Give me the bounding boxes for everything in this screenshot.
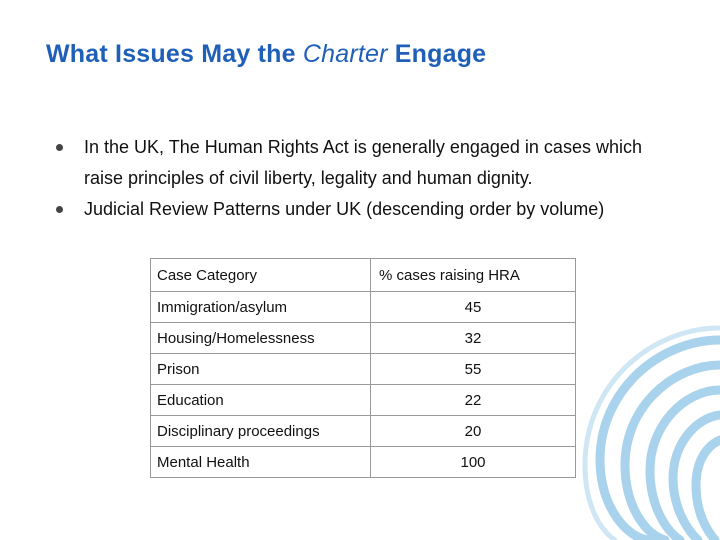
title-suffix: Engage	[387, 40, 487, 68]
hra-percent-cell: 22	[371, 385, 576, 416]
table-row	[151, 416, 576, 447]
bullet-text: Judicial Review Patterns under UK (descending order by volume)	[84, 199, 605, 219]
case-category-cell: Mental Health	[151, 447, 371, 478]
table-row	[151, 385, 576, 416]
hra-table	[150, 258, 576, 478]
title-prefix: What Issues May the	[46, 40, 303, 68]
header-case-category: Case Category	[151, 259, 371, 292]
hra-percent-cell: 20	[371, 416, 576, 447]
case-category-cell: Education	[151, 385, 371, 416]
header-hra-percent: % cases raising HRA	[371, 259, 576, 292]
table-row	[151, 354, 576, 385]
case-category-cell: Prison	[151, 354, 371, 385]
hra-percent-cell: 100	[371, 447, 576, 478]
bullet-list	[56, 132, 666, 225]
bullet-text: In the UK, The Human Rights Act is generally engaged in cases which raise principles of civil liberty, legality and human dignity.	[84, 137, 642, 188]
hra-percent-cell: 55	[371, 354, 576, 385]
bullet-item	[56, 132, 666, 194]
hra-percent-cell: 45	[371, 292, 576, 323]
bullet-item	[56, 194, 666, 225]
case-category-cell: Housing/Homelessness	[151, 323, 371, 354]
hra-percent-cell: 32	[371, 323, 576, 354]
table-row	[151, 323, 576, 354]
table-row	[151, 292, 576, 323]
slide-title	[46, 40, 486, 69]
case-category-cell: Immigration/asylum	[151, 292, 371, 323]
case-category-cell: Disciplinary proceedings	[151, 416, 371, 447]
title-italic: Charter	[302, 40, 388, 68]
bullet-dot-icon	[56, 206, 63, 213]
bullet-dot-icon	[56, 144, 63, 151]
table-header-row	[151, 259, 576, 292]
swirl-decoration-icon	[560, 300, 720, 540]
table-row	[151, 447, 576, 478]
